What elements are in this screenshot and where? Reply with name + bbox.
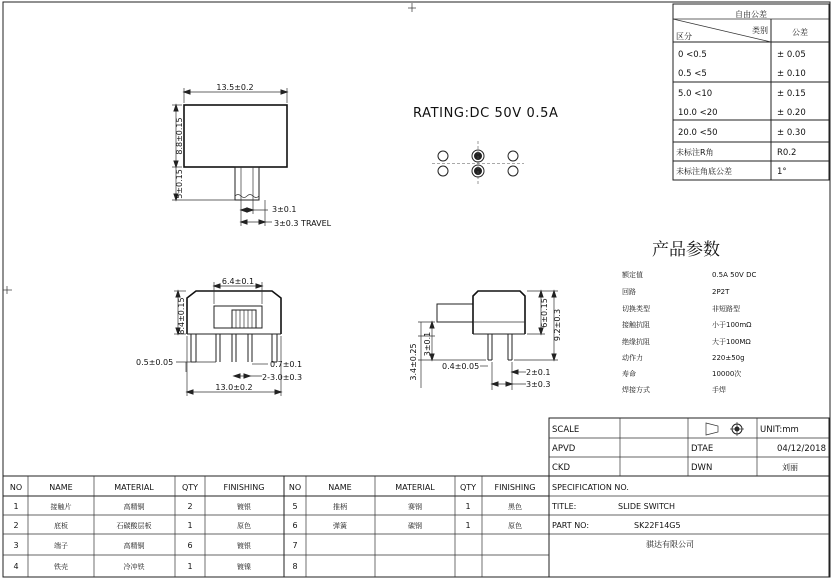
bom-cell: 冷冲铁 <box>123 563 145 571</box>
tolerance-value: ± 0.30 <box>777 128 806 138</box>
dim-pin-width: 0.5±0.05 <box>136 358 174 367</box>
side-view <box>409 291 562 390</box>
bom-cell: 1 <box>465 521 471 530</box>
bom-cell: 6 <box>292 521 298 530</box>
bom-cell: 8 <box>292 562 298 571</box>
bom-cell: 4 <box>13 562 19 571</box>
bom-cell: 镀银 <box>237 503 251 511</box>
bom-cell: 赛钢 <box>408 503 422 511</box>
projection-symbol-icon <box>706 422 744 436</box>
bom-cell: 推柄 <box>333 503 347 511</box>
dim-side-pin-width: 0.4±0.05 <box>442 362 480 371</box>
dim-travel: 3±0.3 TRAVEL <box>274 219 332 228</box>
dwn-value: 刘丽 <box>782 463 798 472</box>
bom-header: NO <box>288 483 302 492</box>
bom-cell: 铁壳 <box>54 563 68 571</box>
tolerance-range: 5.0 <10 <box>678 89 713 99</box>
bom-cell: 原色 <box>508 522 522 530</box>
bom-header: FINISHING <box>494 483 536 492</box>
param-label: 寿命 <box>622 370 636 378</box>
dim-pin-pitch: 2-3.0±0.3 <box>262 373 303 382</box>
dim-lever-width: 3±0.1 <box>272 205 297 214</box>
dim-side-b: 3±0.3 <box>526 380 551 389</box>
tolerance-value: ± 0.05 <box>777 50 806 60</box>
dim-front-width: 13.0±0.2 <box>215 383 253 392</box>
unit-label: UNIT:mm <box>760 425 799 435</box>
dim-top-width: 13.5±0.2 <box>216 83 254 92</box>
tolerance-value: R0.2 <box>777 148 797 158</box>
param-label: 焊接方式 <box>622 386 650 394</box>
pin-layout-diagram <box>432 141 524 186</box>
bom-cell: 1 <box>13 502 19 511</box>
title-label: TITLE: <box>552 502 577 511</box>
tolerance-range: 0 <0.5 <box>678 50 707 60</box>
bom-cell: 高精铜 <box>123 503 145 511</box>
param-value: 手焊 <box>712 386 726 394</box>
param-value: 非短路型 <box>712 305 740 313</box>
bom-table <box>3 476 549 577</box>
param-label: 绝缘抗阻 <box>622 338 650 346</box>
bom-cell: 原色 <box>237 522 251 530</box>
bom-cell: 接触片 <box>50 503 72 511</box>
tolerance-caption: 自由公差 <box>735 10 767 19</box>
apvd-label: APVD <box>552 444 576 454</box>
param-label: 接触抗阻 <box>622 321 650 329</box>
bom-header: QTY <box>181 483 199 492</box>
bom-header: FINISHING <box>223 483 265 492</box>
param-label: 回路 <box>622 288 636 296</box>
bom-header: QTY <box>459 483 477 492</box>
date-value: 04/12/2018 <box>777 444 826 454</box>
bom-cell: 1 <box>465 502 471 511</box>
dim-side-pin-offset: 3±0.1 <box>423 331 432 357</box>
params-title: 产品参数 <box>652 240 720 260</box>
part-value: SK22F14G5 <box>634 521 681 530</box>
param-label: 额定值 <box>622 271 643 279</box>
top-view <box>172 83 332 228</box>
dim-side-body-height: 6±0.15 <box>540 298 549 328</box>
title-block <box>549 418 829 577</box>
tolerance-value: ± 0.15 <box>777 89 806 99</box>
param-value: 小于100mΩ <box>712 321 752 329</box>
bom-cell: 石碳酸层板 <box>116 522 152 530</box>
param-label: 动作力 <box>622 354 643 362</box>
tolerance-range: 20.0 <50 <box>678 128 718 138</box>
bom-cell: 7 <box>292 541 298 550</box>
bom-cell: 端子 <box>54 542 68 550</box>
front-view <box>136 277 302 396</box>
bom-header: NAME <box>328 483 352 492</box>
param-value: 220±50g <box>712 354 745 362</box>
bom-cell: 3 <box>13 541 19 550</box>
bom-cell: 底板 <box>54 522 68 530</box>
tolerance-header-left: 区分 <box>676 32 692 41</box>
bom-cell: 高精铜 <box>123 542 145 550</box>
param-value: 10000次 <box>712 370 742 378</box>
tolerance-range: 未标注R角 <box>676 148 714 157</box>
dim-front-height: 8.4±0.15 <box>177 297 186 335</box>
tolerance-value: ± 0.20 <box>777 108 806 118</box>
bom-header: NAME <box>49 483 73 492</box>
bom-cell: 5 <box>292 502 298 511</box>
bom-cell: 镀镍 <box>237 563 251 571</box>
bom-header: MATERIAL <box>114 483 154 492</box>
bom-cell: 黑色 <box>508 503 522 511</box>
bom-cell: 碳钢 <box>408 522 422 530</box>
tolerance-table <box>673 4 829 180</box>
tolerance-header-right: 公差 <box>792 28 808 37</box>
bom-cell: 弹簧 <box>333 522 347 530</box>
dim-front-window: 6.4±0.1 <box>221 277 255 286</box>
tolerance-value: 1° <box>777 167 787 177</box>
title-value: SLIDE SWITCH <box>618 502 676 511</box>
bom-cell: 1 <box>187 562 193 571</box>
bom-cell: 镀银 <box>237 542 251 550</box>
tolerance-header-mid: 类别 <box>752 26 768 35</box>
dim-lever-height: 5±0.15 <box>175 169 184 199</box>
bom-header: MATERIAL <box>395 483 435 492</box>
ckd-label: CKD <box>552 463 571 473</box>
part-label: PART NO: <box>552 521 590 530</box>
spec-label: SPECIFICATION NO. <box>552 483 629 492</box>
date-label: DTAE <box>691 444 714 454</box>
dwn-label: DWN <box>691 463 713 473</box>
param-value: 0.5A 50V DC <box>712 271 757 279</box>
tolerance-range: 0.5 <5 <box>678 69 707 79</box>
bom-cell: 6 <box>187 541 193 550</box>
company-name: 骐达有限公司 <box>646 540 694 549</box>
dim-top-height: 8.8±0.15 <box>175 117 184 155</box>
dim-pin-thickness: 0.7±0.1 <box>270 360 303 369</box>
dim-side-a: 2±0.1 <box>526 368 551 377</box>
scale-label: SCALE <box>552 425 580 435</box>
bom-cell: 2 <box>13 521 19 530</box>
rating-label: RATING:DC 50V 0.5A <box>413 106 559 121</box>
bom-header: NO <box>9 483 23 492</box>
dim-side-total-height: 9.2±0.3 <box>553 308 562 342</box>
dim-side-pin-length: 3.4±0.25 <box>409 343 418 381</box>
tolerance-value: ± 0.10 <box>777 69 806 79</box>
product-params <box>622 240 756 394</box>
param-value: 2P2T <box>712 288 730 296</box>
bom-cell: 2 <box>187 502 193 511</box>
param-label: 切换类型 <box>622 305 650 313</box>
bom-cell: 1 <box>187 521 193 530</box>
param-value: 大于100MΩ <box>712 338 751 346</box>
tolerance-range: 未标注角底公差 <box>676 167 732 176</box>
tolerance-range: 10.0 <20 <box>678 108 718 118</box>
